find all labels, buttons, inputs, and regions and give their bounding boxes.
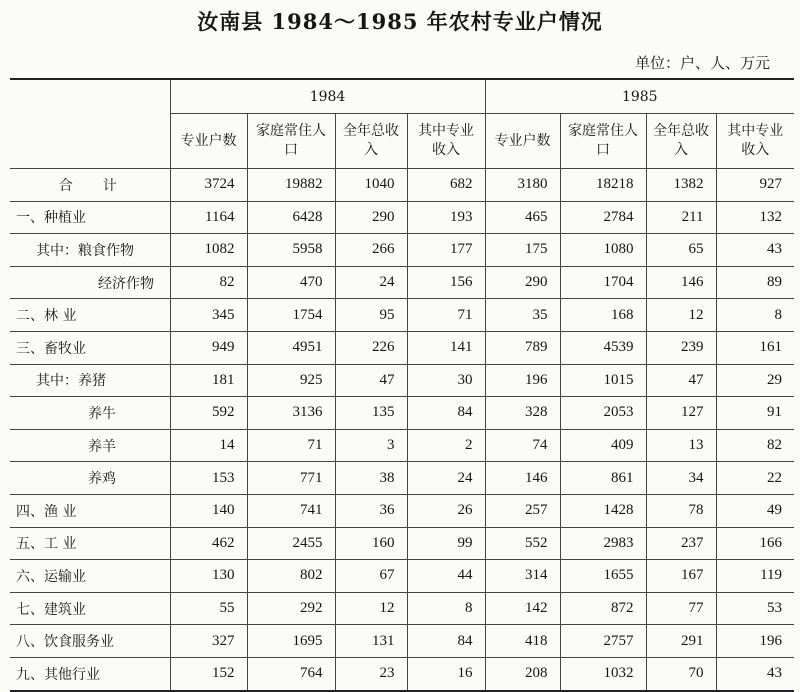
table-cell: 552 (485, 527, 560, 560)
table-cell: 181 (170, 364, 247, 397)
table-cell: 77 (646, 592, 716, 625)
table-cell: 2 (407, 429, 485, 462)
table-cell: 292 (247, 592, 335, 625)
table-cell: 161 (716, 331, 794, 364)
table-cell: 193 (407, 201, 485, 234)
col-header-households: 专业户数 (170, 114, 247, 169)
table-cell: 462 (170, 527, 247, 560)
table-cell: 4951 (247, 331, 335, 364)
table-cell: 146 (485, 462, 560, 495)
header-corner (10, 79, 170, 169)
table-cell: 802 (247, 560, 335, 593)
table-cell: 290 (335, 201, 407, 234)
table-cell: 156 (407, 266, 485, 299)
table-cell: 196 (485, 364, 560, 397)
table-row (10, 201, 794, 234)
table-cell: 135 (335, 397, 407, 430)
table-cell: 592 (170, 397, 247, 430)
table-cell: 208 (485, 657, 560, 690)
table-cell: 168 (560, 299, 646, 332)
table-cell: 211 (646, 201, 716, 234)
table-cell: 82 (716, 429, 794, 462)
table-cell: 1754 (247, 299, 335, 332)
table-cell: 132 (716, 201, 794, 234)
table-cell: 18218 (560, 169, 646, 202)
table-cell: 16 (407, 657, 485, 690)
table-cell: 95 (335, 299, 407, 332)
table-cell: 237 (646, 527, 716, 560)
table-cell: 152 (170, 657, 247, 690)
table-cell: 2455 (247, 527, 335, 560)
table-cell: 2053 (560, 397, 646, 430)
table-cell: 771 (247, 462, 335, 495)
row-label: 四、渔 业 (10, 494, 170, 527)
row-label: 养羊 (10, 429, 170, 462)
col-header-population: 家庭常住人口 (560, 114, 646, 169)
header-row-years (10, 79, 794, 114)
table-cell: 49 (716, 494, 794, 527)
table-cell: 141 (407, 331, 485, 364)
table-row (10, 657, 794, 690)
table-row (10, 625, 794, 658)
table-cell: 927 (716, 169, 794, 202)
table-cell: 257 (485, 494, 560, 527)
table-row (10, 266, 794, 299)
table-cell: 4539 (560, 331, 646, 364)
table-cell: 418 (485, 625, 560, 658)
table-cell: 130 (170, 560, 247, 593)
table-cell: 142 (485, 592, 560, 625)
row-label: 六、运输业 (10, 560, 170, 593)
table-cell: 26 (407, 494, 485, 527)
table-cell: 13 (646, 429, 716, 462)
page-title: 汝南县 1984～1985 年农村专业户情况 (197, 9, 603, 34)
table-cell: 465 (485, 201, 560, 234)
table-cell: 36 (335, 494, 407, 527)
row-label: 八、饮食服务业 (10, 625, 170, 658)
table-cell: 1164 (170, 201, 247, 234)
table-cell: 14 (170, 429, 247, 462)
table-cell: 925 (247, 364, 335, 397)
table-cell: 1080 (560, 234, 646, 267)
row-label: 五、工 业 (10, 527, 170, 560)
table-cell: 764 (247, 657, 335, 690)
table-cell: 23 (335, 657, 407, 690)
row-label: 合计 (10, 169, 170, 202)
table-cell: 328 (485, 397, 560, 430)
table-row (10, 462, 794, 495)
table-cell: 682 (407, 169, 485, 202)
table-row (10, 494, 794, 527)
row-label: 养牛 (10, 397, 170, 430)
table-cell: 1704 (560, 266, 646, 299)
table-row (10, 592, 794, 625)
table-row (10, 560, 794, 593)
table-cell: 1428 (560, 494, 646, 527)
table-cell: 71 (247, 429, 335, 462)
table-cell: 91 (716, 397, 794, 430)
table-cell: 12 (646, 299, 716, 332)
row-label: 养鸡 (10, 462, 170, 495)
table-cell: 1032 (560, 657, 646, 690)
table-cell: 71 (407, 299, 485, 332)
table-cell: 6428 (247, 201, 335, 234)
table-cell: 12 (335, 592, 407, 625)
table-cell: 65 (646, 234, 716, 267)
table-cell: 226 (335, 331, 407, 364)
table-cell: 239 (646, 331, 716, 364)
table-cell: 84 (407, 397, 485, 430)
table-cell: 166 (716, 527, 794, 560)
table-cell: 2983 (560, 527, 646, 560)
table-row (10, 397, 794, 430)
table-cell: 314 (485, 560, 560, 593)
table-cell: 43 (716, 234, 794, 267)
table-cell: 3724 (170, 169, 247, 202)
row-label: 其中：养猪 (10, 364, 170, 397)
table-cell: 3136 (247, 397, 335, 430)
table-cell: 1382 (646, 169, 716, 202)
table-cell: 290 (485, 266, 560, 299)
table-row (10, 299, 794, 332)
table-cell: 47 (646, 364, 716, 397)
table-row (10, 527, 794, 560)
table-cell: 84 (407, 625, 485, 658)
table-cell: 789 (485, 331, 560, 364)
table-cell: 24 (335, 266, 407, 299)
data-table (10, 78, 794, 692)
table-cell: 196 (716, 625, 794, 658)
table-cell: 67 (335, 560, 407, 593)
table-cell: 3180 (485, 169, 560, 202)
table-cell: 167 (646, 560, 716, 593)
year-header-1984: 1984 (170, 79, 485, 114)
table-cell: 1655 (560, 560, 646, 593)
table-cell: 38 (335, 462, 407, 495)
table-cell: 99 (407, 527, 485, 560)
table-row (10, 234, 794, 267)
table-cell: 22 (716, 462, 794, 495)
table-cell: 872 (560, 592, 646, 625)
col-header-population: 家庭常住人口 (247, 114, 335, 169)
table-cell: 1015 (560, 364, 646, 397)
table-cell: 30 (407, 364, 485, 397)
table-cell: 19882 (247, 169, 335, 202)
col-header-households: 专业户数 (485, 114, 560, 169)
table-cell: 949 (170, 331, 247, 364)
table-cell: 43 (716, 657, 794, 690)
table-cell: 24 (407, 462, 485, 495)
table-cell: 327 (170, 625, 247, 658)
table-cell: 74 (485, 429, 560, 462)
table-cell: 177 (407, 234, 485, 267)
table-row (10, 169, 794, 202)
table-cell: 1040 (335, 169, 407, 202)
table-cell: 153 (170, 462, 247, 495)
col-header-total-income: 全年总收入 (646, 114, 716, 169)
table-cell: 861 (560, 462, 646, 495)
row-label: 二、林 业 (10, 299, 170, 332)
table-row (10, 429, 794, 462)
table-row (10, 331, 794, 364)
row-label: 三、畜牧业 (10, 331, 170, 364)
col-header-total-income: 全年总收入 (335, 114, 407, 169)
unit-note: 单位：户、人、万元 (634, 54, 770, 72)
table-cell: 44 (407, 560, 485, 593)
table-cell: 160 (335, 527, 407, 560)
year-header-1985: 1985 (485, 79, 794, 114)
table-cell: 55 (170, 592, 247, 625)
table-cell: 291 (646, 625, 716, 658)
table-cell: 2784 (560, 201, 646, 234)
table-cell: 470 (247, 266, 335, 299)
table-cell: 266 (335, 234, 407, 267)
table-cell: 409 (560, 429, 646, 462)
table-cell: 89 (716, 266, 794, 299)
table-cell: 34 (646, 462, 716, 495)
table-cell: 29 (716, 364, 794, 397)
row-label: 七、建筑业 (10, 592, 170, 625)
table-cell: 146 (646, 266, 716, 299)
table-cell: 127 (646, 397, 716, 430)
table-cell: 345 (170, 299, 247, 332)
table-cell: 1082 (170, 234, 247, 267)
row-label: 九、其他行业 (10, 657, 170, 690)
col-header-specialized-income: 其中专业收入 (407, 114, 485, 169)
table-cell: 131 (335, 625, 407, 658)
row-label: 经济作物 (10, 266, 170, 299)
table-cell: 2757 (560, 625, 646, 658)
row-label: 其中：粮食作物 (10, 234, 170, 267)
table-cell: 78 (646, 494, 716, 527)
table-cell: 1695 (247, 625, 335, 658)
table-cell: 175 (485, 234, 560, 267)
col-header-specialized-income: 其中专业收入 (716, 114, 794, 169)
table-cell: 35 (485, 299, 560, 332)
table-cell: 70 (646, 657, 716, 690)
table-row (10, 364, 794, 397)
table-cell: 8 (407, 592, 485, 625)
table-cell: 53 (716, 592, 794, 625)
table-cell: 8 (716, 299, 794, 332)
table-cell: 741 (247, 494, 335, 527)
table-cell: 140 (170, 494, 247, 527)
table-cell: 119 (716, 560, 794, 593)
table-cell: 82 (170, 266, 247, 299)
table-cell: 3 (335, 429, 407, 462)
table-cell: 5958 (247, 234, 335, 267)
row-label: 一、种植业 (10, 201, 170, 234)
table-cell: 47 (335, 364, 407, 397)
